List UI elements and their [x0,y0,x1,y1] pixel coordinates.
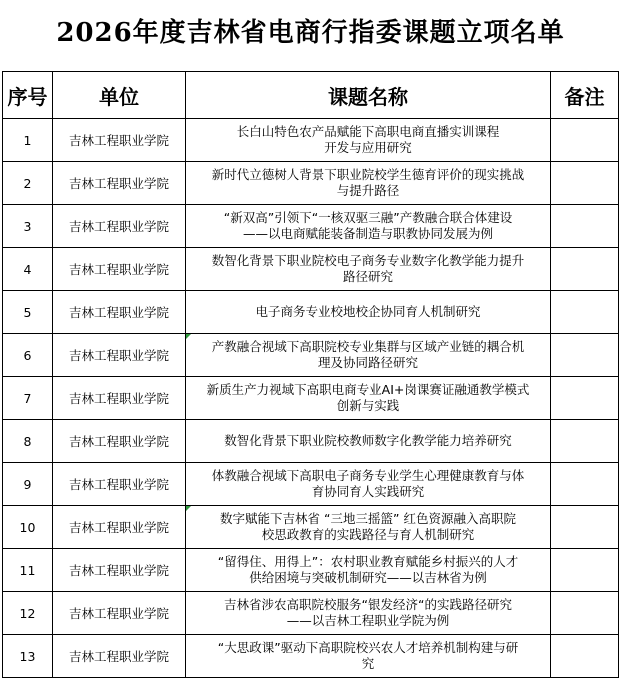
cell-note[interactable] [551,635,619,678]
header-no: 序号 [3,72,53,119]
cell-no[interactable]: 4 [3,248,53,291]
cell-unit[interactable]: 吉林工程职业学院 [53,119,186,162]
cell-unit[interactable]: 吉林工程职业学院 [53,205,186,248]
topic-line: 电子商务专业校地校企协同育人机制研究 [255,304,481,319]
cell-unit[interactable]: 吉林工程职业学院 [53,420,186,463]
cell-unit[interactable]: 吉林工程职业学院 [53,162,186,205]
table-row [3,119,619,162]
cell-no[interactable]: 8 [3,420,53,463]
cell-comment-marker [186,506,191,511]
cell-unit[interactable]: 吉林工程职业学院 [53,377,186,420]
cell-note[interactable] [551,506,619,549]
cell-no[interactable]: 12 [3,592,53,635]
topic-line: 数智化背景下职业院校教师数字化教学能力培养研究 [224,433,512,448]
header-note: 备注 [551,72,619,119]
cell-no[interactable]: 10 [3,506,53,549]
cell-topic[interactable] [186,549,551,592]
table-row [3,420,619,463]
topic-line: “留得住、用得上”：农村职业教育赋能乡村振兴的人才 [217,554,519,569]
topic-line: 数智化背景下职业院校电子商务专业数字化教学能力提升 [211,253,525,268]
cell-topic[interactable] [186,334,551,377]
topic-line: 供给困境与突破机制研究——以吉林省为例 [249,570,487,585]
table-row [3,506,619,549]
cell-note[interactable] [551,162,619,205]
cell-topic[interactable] [186,420,551,463]
table-header-row [3,72,619,119]
cell-comment-marker [186,334,191,339]
topic-line: 路径研究 [342,269,393,284]
cell-note[interactable] [551,248,619,291]
topic-line: 究 [361,656,375,671]
cell-unit[interactable]: 吉林工程职业学院 [53,334,186,377]
cell-no[interactable]: 2 [3,162,53,205]
topic-line: ——以电商赋能装备制造与职教协同发展为例 [242,226,493,241]
table-row [3,463,619,506]
topic-line: 创新与实践 [336,398,400,413]
cell-topic[interactable] [186,291,551,334]
cell-no[interactable]: 13 [3,635,53,678]
topic-line: 理及协同路径研究 [317,355,418,370]
topic-line: 育协同育人实践研究 [311,484,425,499]
cell-note[interactable] [551,291,619,334]
table-body [3,119,619,678]
cell-note[interactable] [551,205,619,248]
table-row [3,162,619,205]
cell-unit[interactable]: 吉林工程职业学院 [53,592,186,635]
cell-no[interactable]: 6 [3,334,53,377]
topic-line: ——以吉林工程职业学院为例 [286,613,450,628]
cell-no[interactable]: 9 [3,463,53,506]
topic-line: 新质生产力视域下高职电商专业AI+岗课赛证融通教学模式 [206,382,530,397]
header-unit: 单位 [53,72,186,119]
cell-unit[interactable]: 吉林工程职业学院 [53,549,186,592]
cell-topic[interactable] [186,592,551,635]
cell-no[interactable]: 5 [3,291,53,334]
cell-no[interactable]: 11 [3,549,53,592]
cell-unit[interactable]: 吉林工程职业学院 [53,291,186,334]
table-row [3,635,619,678]
cell-no[interactable]: 1 [3,119,53,162]
cell-no[interactable]: 7 [3,377,53,420]
topic-line: 吉林省涉农高职院校服务“银发经济“的实践路径研究 [224,597,512,612]
topic-line: 新时代立德树人背景下职业院校学生德育评价的现实挑战 [211,167,525,182]
topic-line: 产教融合视域下高职院校专业集群与区域产业链的耦合机 [211,339,525,354]
cell-unit[interactable]: 吉林工程职业学院 [53,463,186,506]
cell-no[interactable]: 3 [3,205,53,248]
cell-topic[interactable] [186,119,551,162]
table-row [3,377,619,420]
cell-note[interactable] [551,463,619,506]
cell-topic[interactable] [186,205,551,248]
cell-note[interactable] [551,334,619,377]
topic-line: 体教融合视域下高职电子商务专业学生心理健康教育与体 [211,468,525,483]
cell-topic[interactable] [186,463,551,506]
table-row [3,291,619,334]
cell-topic[interactable] [186,506,551,549]
topic-line: 与提升路径 [336,183,400,198]
table-row [3,592,619,635]
topic-line: 校思政教育的实践路径与育人机制研究 [261,527,475,542]
table-row [3,248,619,291]
cell-unit[interactable]: 吉林工程职业学院 [53,248,186,291]
document-title: 2026年度吉林省电商行指委课题立项名单 [56,18,565,48]
table-row [3,549,619,592]
cell-note[interactable] [551,119,619,162]
topic-line: 长白山特色农产品赋能下高职电商直播实训课程 [236,124,500,139]
cell-note[interactable] [551,592,619,635]
cell-note[interactable] [551,377,619,420]
header-topic: 课题名称 [186,72,551,119]
table-row [3,205,619,248]
cell-topic[interactable] [186,377,551,420]
cell-topic[interactable] [186,635,551,678]
topic-line: 数字赋能下吉林省 “三地三摇篮” 红色资源融入高职院 [220,511,516,526]
cell-topic[interactable] [186,162,551,205]
topic-line: “新双高”引领下“一核双驱三融”产教融合联合体建设 [223,210,513,225]
project-list-table [2,71,619,678]
cell-unit[interactable]: 吉林工程职业学院 [53,635,186,678]
cell-note[interactable] [551,549,619,592]
topic-line: 开发与应用研究 [324,140,412,155]
cell-note[interactable] [551,420,619,463]
cell-unit[interactable]: 吉林工程职业学院 [53,506,186,549]
table-row [3,334,619,377]
cell-topic[interactable] [186,248,551,291]
topic-line: “大思政课”驱动下高职院校兴农人才培养机制构建与研 [217,640,519,655]
